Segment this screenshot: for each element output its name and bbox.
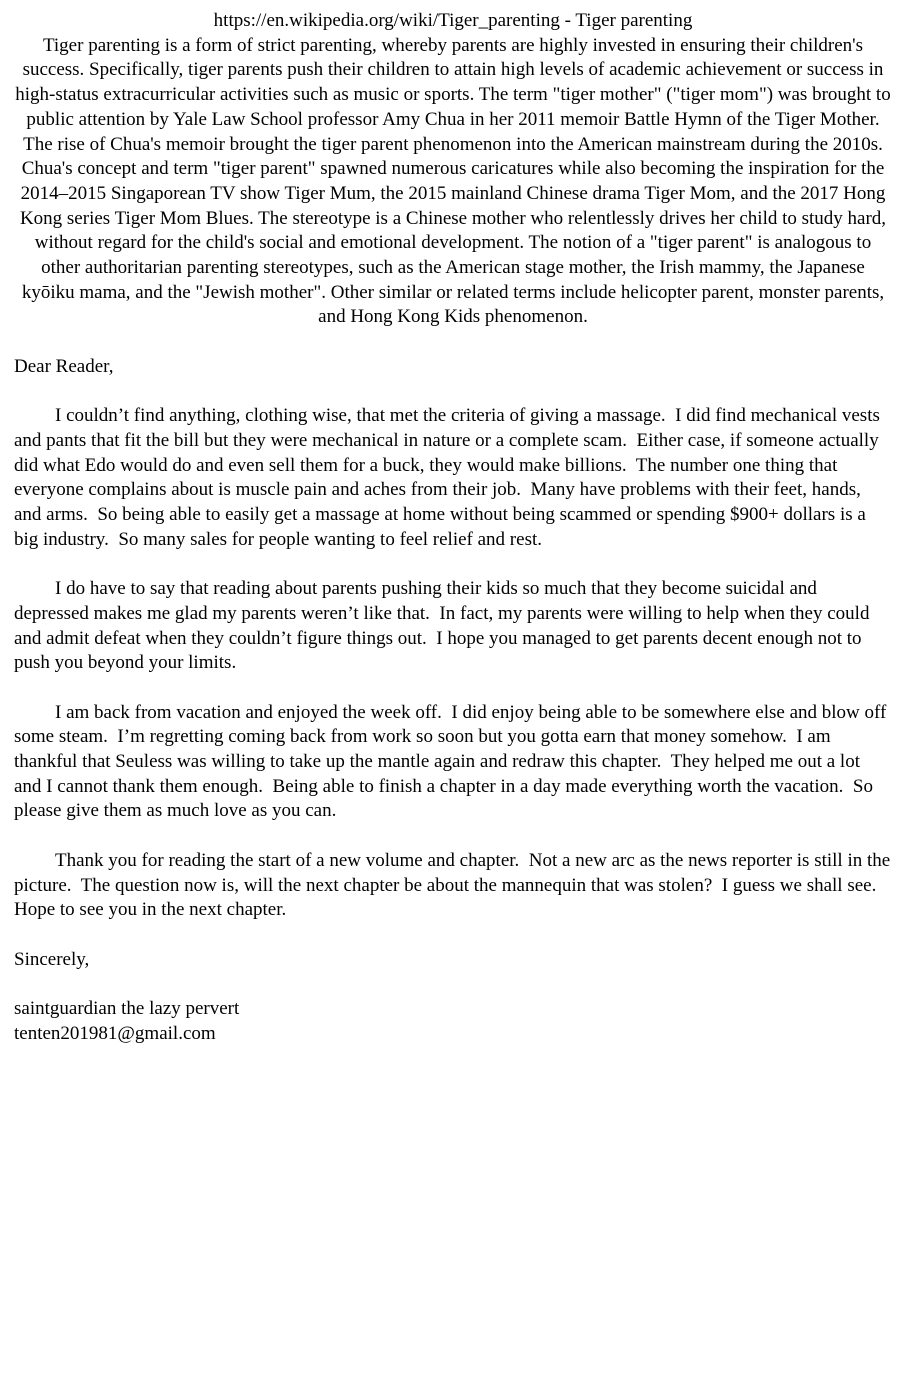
email-address: tenten201981@gmail.com	[14, 1022, 216, 1044]
letter-paragraph: I do have to say that reading about parents pushing their kids so much that they become suicidal and depressed makes me glad my parents weren’t like that. In fact, my parents were willing to help when they could and admit defeat when they couldn’t figure things out. I hope you managed to get parents decent enough not to push you beyond your limits.	[14, 578, 875, 674]
signature-name: saintguardian the lazy pervert	[14, 998, 240, 1020]
wiki-excerpt	[14, 9, 892, 330]
wiki-excerpt-paragraph: The rise of Chua's memoir brought the tiger parent phenomenon into the American mainstream during the 2010s. Chua's concept and term "tiger parent" spawned numerous caricatures while also becoming the inspiration for the 2014–2015 Singaporean TV show Tiger Mum, the 2015 mainland Chinese drama Tiger Mom, and the 2017 Hong Kong series Tiger Mom Blues. The stereotype is a Chinese mother who relentlessly drives her child to study hard, without regard for the child's social and emotional development. The notion of a "tiger parent" is analogous to other authoritarian parenting stereotypes, such as the American stage mother, the Irish mammy, the Japanese kyōiku mama, and the "Jewish mother". Other similar or related terms include helicopter parent, monster parents, and Hong Kong Kids phenomenon.	[19, 133, 887, 328]
author-letter	[14, 355, 895, 1047]
source-link-line: https://en.wikipedia.org/wiki/Tiger_parenting - Tiger parenting	[213, 10, 693, 31]
salutation: Dear Reader,	[14, 355, 114, 377]
letter-paragraph: Thank you for reading the start of a new volume and chapter. Not a new arc as the news reporter is still in the picture. The question now is, will the next chapter be about the mannequin that was stolen? I guess we shall see. Hope to see you in the next chapter.	[14, 849, 895, 921]
wiki-excerpt-paragraph: Tiger parenting is a form of strict parenting, whereby parents are highly invested in ensuring their children's success. Specifically, tiger parents push their children to attain high levels of academic achievement or success in high-status extracurricular activities such as music or sports. The term "tiger mother" ("tiger mom") was brought to public attention by Yale Law School professor Amy Chua in her 2011 memoir Battle Hymn of the Tiger Mother.	[15, 34, 891, 130]
letter-paragraph: I am back from vacation and enjoyed the week off. I did enjoy being able to be somewhere else and blow off some steam. I’m regretting coming back from work so soon but you gotta earn that money somehow. I am thankful that Seuless was willing to take up the mantle again and redraw this chapter. They helped me out a lot and I cannot thank them enough. Being able to finish a chapter in a day made everything worth the vacation. So please give them as much love as you can.	[14, 701, 892, 822]
letter-paragraph: I couldn’t find anything, clothing wise, that met the criteria of giving a massage. I did find mechanical vests and pants that fit the bill but they were mechanical in nature or a complete scam. Either case, if someone actually did what Edo would do and even sell them for a buck, they would make billions. The number one thing that everyone complains about is muscle pain and aches from their job. Many have problems with their feet, hands, and arms. So being able to easily get a massage at home without being scammed or spending $900+ dollars is a big industry. So many sales for people wanting to feel relief and rest.	[14, 405, 885, 550]
closing: Sincerely,	[14, 948, 90, 970]
